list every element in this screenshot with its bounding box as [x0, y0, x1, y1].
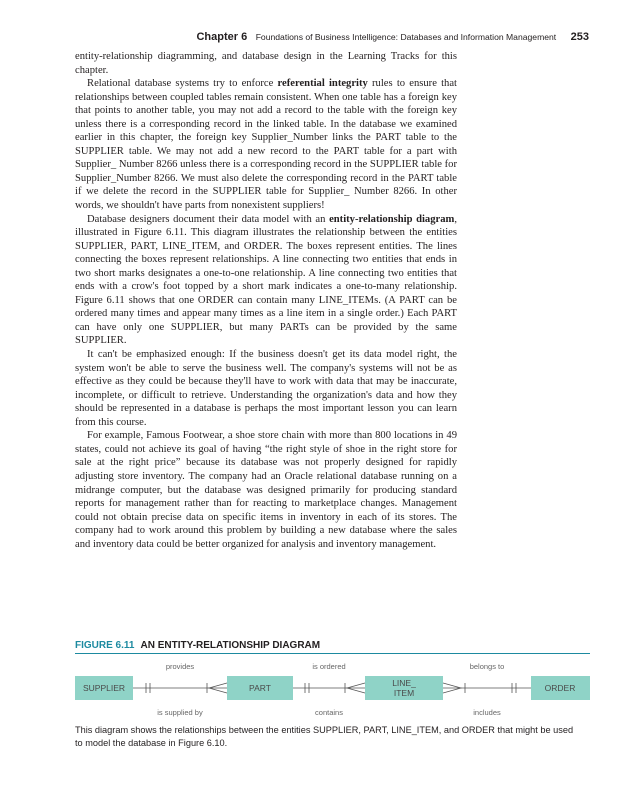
- paragraph-1: entity-relationship diagramming, and database design in the Learning Tracks for this chapter.: [75, 51, 457, 76]
- entity-line-item-line1: LINE_: [392, 678, 416, 688]
- entity-supplier: SUPPLIER: [82, 683, 126, 693]
- paragraph-5: For example, Famous Footwear, a shoe store chain with more than 800 locations in 49 states, could not achieve its goal of having “the right style of shoe in the right store for sale at the right price” because its database was not properly designed for rapidly adjusting store inventory. The company had an Oracle relational database running on a midrange computer, but the database was designed primarily for producing standard reports for management rather than for reacting to marketplace changes. Management could not obtain precise data on specific items in inventory in each of its stores. The company had to work around this problem by building a new database where the sales and inventory data could be better organized for analysis and inventory management.: [75, 430, 457, 550]
- relation-provides: provides: [165, 662, 195, 671]
- figure-caption: This diagram shows the relationships between the entities SUPPLIER, PART, LINE_ITEM, and ORDER that might be used to model the database in Figure 6.10.: [75, 725, 574, 748]
- running-header: [60, 27, 589, 43]
- term-referential-integrity: referential integrity: [277, 78, 368, 90]
- chapter-number: Chapter 6: [196, 31, 248, 43]
- entity-line-item-line2: ITEM: [393, 688, 415, 698]
- er-diagram: [75, 656, 590, 722]
- paragraph-2-lead: Relational database systems try to enforce: [87, 78, 278, 90]
- paragraph-3-rest: , illustrated in Figure 6.11. This diagram illustrates the relationship between the entities SUPPLIER, PART, LINE_ITEM, and ORDER. The boxes represent entities. The lines connecting the boxes represent relationships. A line connecting two entities that ends in two short marks designates a one-to-one relationship. A line connecting two entities that ends with a crow's foot topped by a short mark indicates a one-to-many relationship. Figure 6.11 shows that one ORDER can contain many LINE_ITEMs. (A PART can be ordered many times and appear many times as a line item in a single order.) Each PART can have only one SUPPLIER, but many PARTs can be provided by the same SUPPLIER.: [75, 213, 458, 347]
- paragraph-3: [75, 213, 457, 348]
- paragraph-3-lead: Database designers document their data model with an: [87, 213, 330, 225]
- paragraph-2: [75, 77, 457, 212]
- relationship-labels: [157, 662, 504, 717]
- relation-is-supplied-by: is supplied by: [157, 708, 203, 717]
- paragraph-2-rest: rules to ensure that relationships between coupled tables remain consistent. When one table has a foreign key that points to another table, you may not add a record to the table with the foreign key unless there is a corresponding record in the linked table. In the database we examined earlier in this chapter, the foreign key Supplier_Number links the PART table to the SUPPLIER table. We may not add a new record to the PART table for a part with Supplier_ Number 8266 unless there is a corresponding record in the SUPPLIER table for Supplier_Number 8266. We must also delete the corresponding record in the PART table if we delete the record in the SUPPLIER table for Supplier_ Number 8266. In other words, we shouldn't have parts from nonexistent suppliers!: [75, 78, 457, 212]
- figure-number: FIGURE 6.11: [75, 640, 135, 651]
- relation-contains: contains: [315, 708, 343, 717]
- figure-label: [75, 640, 320, 651]
- entity-order: ORDER: [544, 683, 576, 693]
- relationship-lines: [133, 683, 531, 693]
- figure-rule: [75, 653, 590, 654]
- paragraph-4: It can't be emphasized enough: If the business doesn't get its data model right, the system won't be able to serve the business well. The company's systems will not be as effective as they could be because they'll have to work with data that may be inaccurate, incomplete, or difficult to retrieve. Understanding the organization's data and how they should be represented in a database is perhaps the most important lesson you can learn from this course.: [75, 349, 457, 428]
- term-entity-relationship-diagram: entity-relationship diagram: [329, 213, 455, 225]
- entity-part: PART: [249, 683, 271, 693]
- chapter-title: Foundations of Business Intelligence: Databases and Information Management: [255, 32, 557, 42]
- relation-belongs-to: belongs to: [469, 662, 505, 671]
- relation-is-ordered: is ordered: [312, 662, 346, 671]
- relation-includes: includes: [473, 708, 501, 717]
- page-number: 253: [570, 31, 589, 43]
- figure-title: AN ENTITY-RELATIONSHIP DIAGRAM: [140, 640, 321, 651]
- body-text: [75, 50, 457, 551]
